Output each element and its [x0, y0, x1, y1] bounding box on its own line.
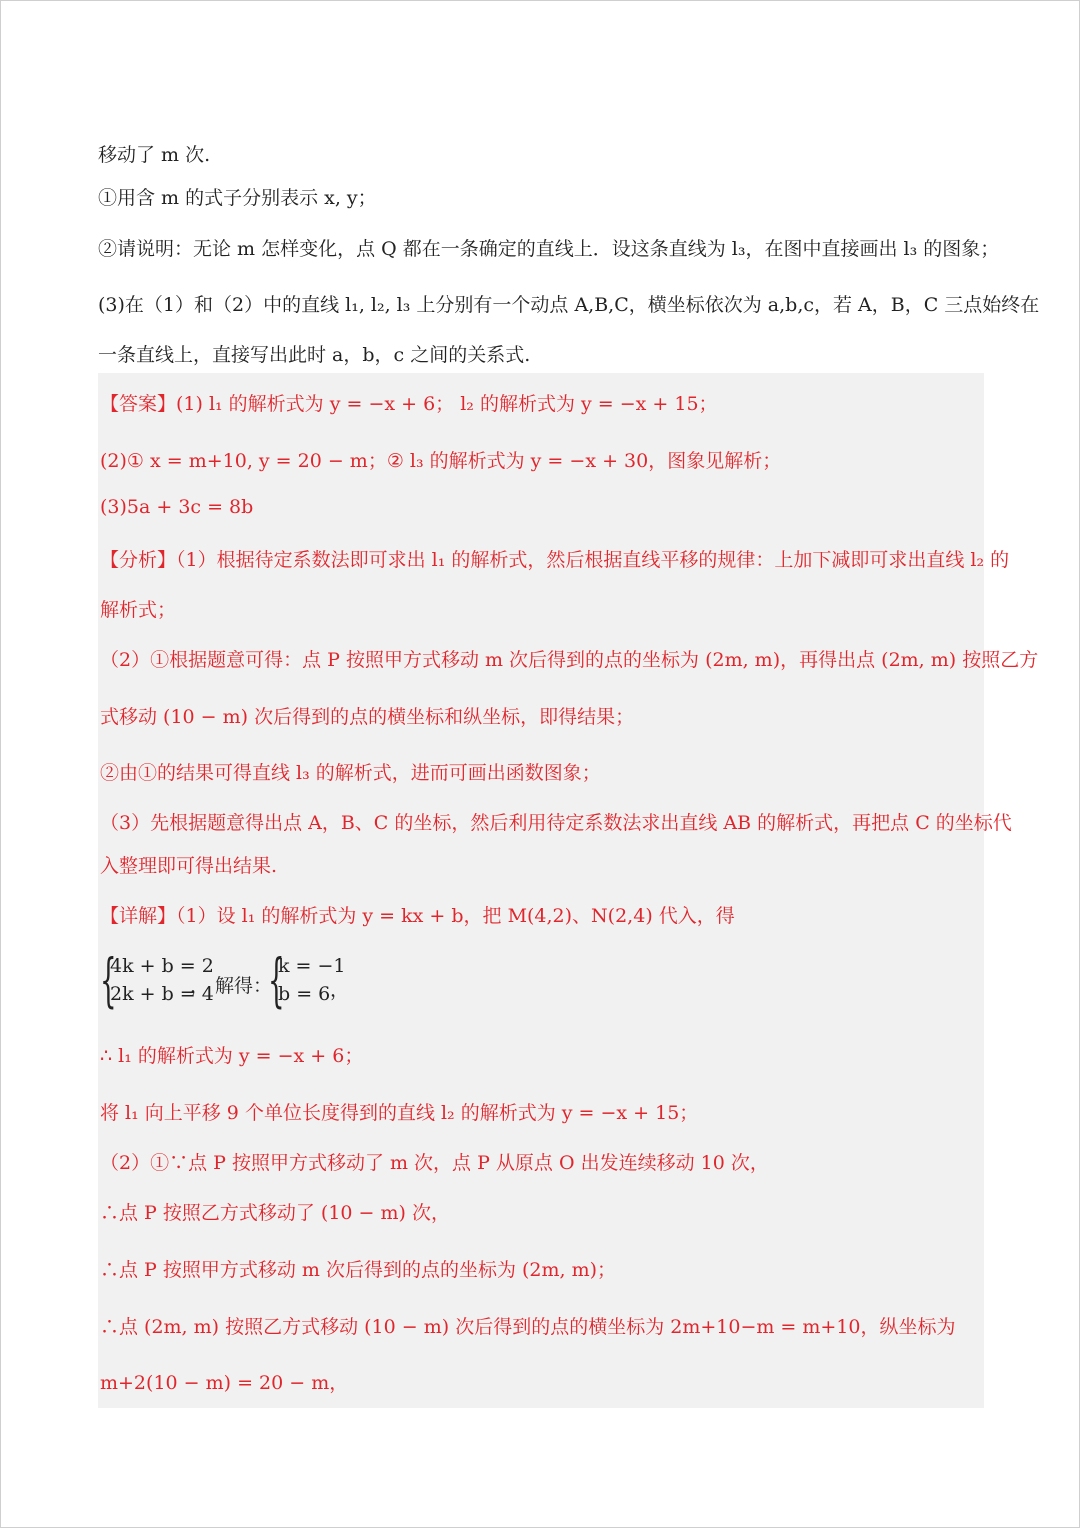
problem-line-5: 一条直线上，直接写出此时 a，b，c 之间的关系式.: [98, 344, 531, 366]
analysis-line-4: 式移动 (10 − m) 次后得到的点的横坐标和纵坐标，即得结果；: [100, 706, 635, 728]
brace-icon: {: [100, 946, 117, 1014]
detail-line-4: （2）①∵点 P 按照甲方式移动了 m 次，点 P 从原点 O 出发连续移动 10 次，: [100, 1152, 769, 1174]
system2-eq2: b = 6: [278, 983, 331, 1005]
brace-icon: {: [268, 946, 285, 1014]
problem-line-3: ②请说明：无论 m 怎样变化，点 Q 都在一条确定的直线上．设这条直线为 l₃，在图中直接画出 l₃ 的图象；: [98, 238, 1000, 260]
detail-line-6: ∴点 P 按照甲方式移动 m 次后得到的点的坐标为 (2m, m)；: [100, 1259, 617, 1281]
system2-eq1: k = −1: [278, 955, 346, 977]
analysis-line-3: （2）①根据题意可得：点 P 按照甲方式移动 m 次后得到的点的坐标为 (2m, m)，再得出点 (2m, m) 按照乙方: [100, 649, 1039, 671]
problem-line-4: (3)在（1）和（2）中的直线 l₁, l₂, l₃ 上分别有一个动点 A,B,C，横坐标依次为 a,b,c，若 A，B，C 三点始终在: [98, 294, 1040, 316]
answer-line-2: (2)① x = m+10, y = 20 − m；② l₃ 的解析式为 y = −x + 30，图象见解析；: [100, 450, 782, 472]
analysis-line-7: 入整理即可得出结果.: [100, 855, 278, 877]
answer-line-3: (3)5a + 3c = 8b: [100, 496, 254, 518]
detail-line-5: ∴点 P 按照乙方式移动了 (10 − m) 次，: [100, 1202, 450, 1224]
detail-line-3: 将 l₁ 向上平移 9 个单位长度得到的直线 l₂ 的解析式为 y = −x + 15；: [100, 1102, 699, 1124]
analysis-line-1: 【分析】（1）根据待定系数法即可求出 l₁ 的解析式，然后根据直线平移的规律：上加下减即可求出直线 l₂ 的: [100, 549, 1010, 571]
detail-line-7: ∴点 (2m, m) 按照乙方式移动 (10 − m) 次后得到的点的横坐标为 2m+10−m = m+10，纵坐标为: [100, 1316, 956, 1338]
system-end-punct: ，: [330, 979, 350, 1001]
analysis-line-6: （3）先根据题意得出点 A，B、C 的坐标，然后利用待定系数法求出直线 AB 的解析式，再把点 C 的坐标代: [100, 812, 1012, 834]
problem-line-1: 移动了 m 次.: [98, 144, 211, 166]
detail-line-8: m+2(10 − m) = 20 − m，: [100, 1372, 349, 1394]
analysis-line-5: ②由①的结果可得直线 l₃ 的解析式，进而可画出函数图象；: [100, 762, 601, 784]
detail-line-1: 【详解】（1）设 l₁ 的解析式为 y = kx + b，把 M(4,2)、N(2,4) 代入，得: [100, 905, 735, 927]
answer-panel: [98, 373, 1039, 1408]
analysis-line-2: 解析式；: [100, 599, 177, 621]
solve-label: ， 解得：: [190, 975, 273, 997]
answer-line-1: 【答案】(1) l₁ 的解析式为 y = −x + 6； l₂ 的解析式为 y = −x + 15；: [100, 393, 718, 415]
problem-line-2: ①用含 m 的式子分别表示 x, y；: [98, 187, 377, 209]
system1-eq1: 4k + b = 2: [110, 955, 214, 977]
system1-eq2: 2k + b = 4: [110, 983, 214, 1005]
detail-line-2: ∴ l₁ 的解析式为 y = −x + 6；: [100, 1045, 364, 1067]
